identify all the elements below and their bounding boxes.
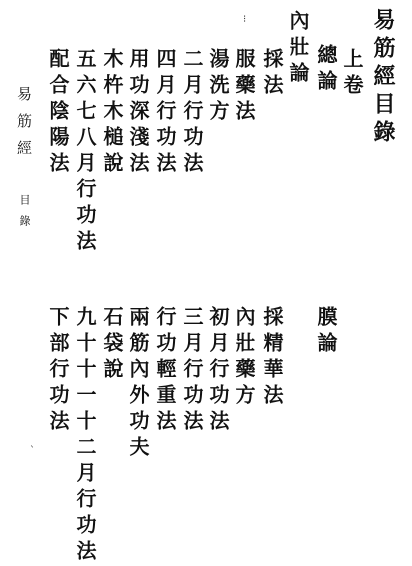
toc-entry-light-heavy[interactable]: 行功輕重法 <box>153 306 177 436</box>
toc-entry-month-1[interactable]: 初月行功法 <box>206 306 230 436</box>
book-title: 易筋經目錄 <box>370 8 396 148</box>
margin-title: 易筋經 <box>15 86 33 167</box>
toc-entry-membrane[interactable]: 膜論 <box>314 306 338 358</box>
toc-entry-essence[interactable]: 採精華法 <box>260 306 284 410</box>
margin-subtitle: 目錄 <box>18 194 31 236</box>
toc-entry-lower-part[interactable]: 下部行功法 <box>46 306 70 436</box>
toc-entry-stone-bag[interactable]: 石袋說 <box>100 306 124 384</box>
volume-heading: 上卷 <box>340 48 364 100</box>
toc-entry-use-effort[interactable]: 用功深淺法 <box>126 48 150 178</box>
toc-entry-wood-pestle[interactable]: 木杵木槌說 <box>100 48 124 178</box>
toc-entry-internal-medicine[interactable]: 內壯藥方 <box>232 306 256 410</box>
toc-entry-general-treatise[interactable]: 總論 <box>314 44 338 96</box>
toc-entry-two-tendons[interactable]: 兩筋內外功夫 <box>126 306 150 462</box>
toc-entry-internal-strength[interactable]: 內壯論 <box>286 10 310 88</box>
ink-mark: ⁝ <box>243 14 247 25</box>
toc-entry-collecting-method[interactable]: 採法 <box>260 48 284 100</box>
toc-entry-taking-medicine[interactable]: 服藥法 <box>232 48 256 126</box>
toc-entry-months-5-8[interactable]: 五六七八月行功法 <box>73 48 97 256</box>
toc-entry-month-2[interactable]: 二月行功法 <box>180 48 204 178</box>
toc-entry-months-9-12[interactable]: 九十十一十二月行功法 <box>73 306 97 566</box>
toc-entry-month-4[interactable]: 四月行功法 <box>153 48 177 178</box>
toc-entry-yin-yang[interactable]: 配合陰陽法 <box>46 48 70 178</box>
toc-entry-bath-decoction[interactable]: 湯洗方 <box>206 48 230 126</box>
toc-entry-month-3[interactable]: 三月行功法 <box>180 306 204 436</box>
ink-mark: ˋ <box>30 446 35 457</box>
